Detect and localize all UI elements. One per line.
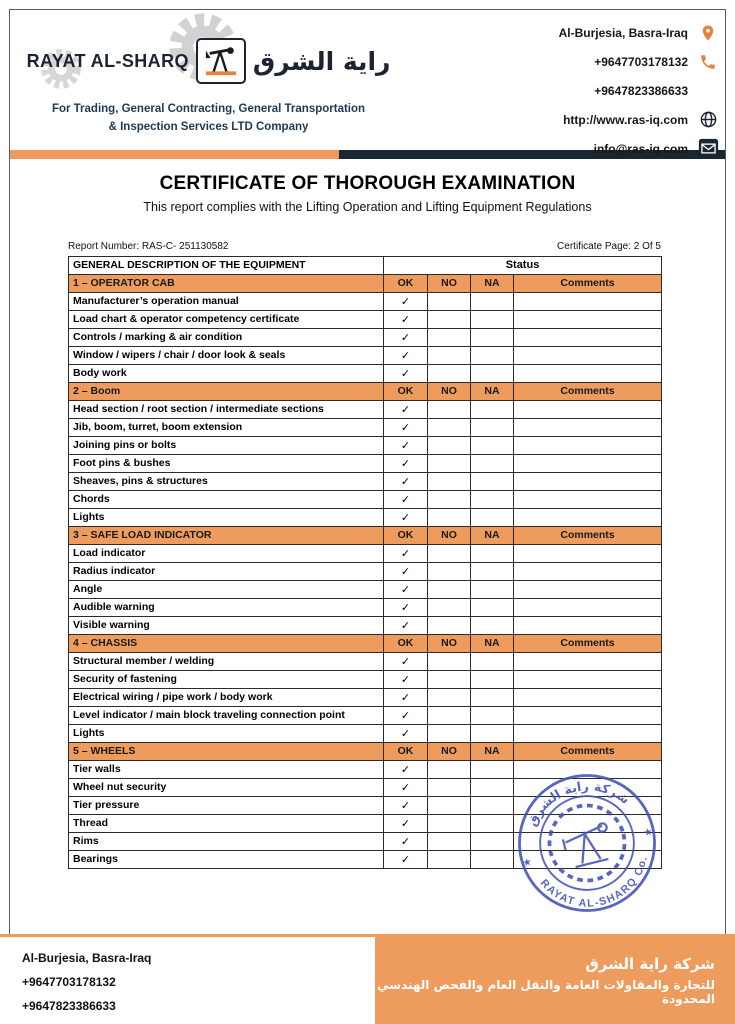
na-cell — [471, 401, 514, 419]
equipment-label: Security of fastening — [69, 671, 384, 689]
equipment-row — [69, 653, 662, 671]
ok-cell: ✓ — [384, 455, 428, 473]
equipment-row — [69, 293, 662, 311]
no-cell — [428, 617, 471, 635]
equipment-row — [69, 401, 662, 419]
equipment-row — [69, 419, 662, 437]
equipment-row — [69, 689, 662, 707]
na-cell — [471, 509, 514, 527]
footer-phone1: +9647703178132 — [22, 975, 116, 989]
phone1-text: +9647703178132 — [594, 54, 688, 69]
section-col-na: NA — [471, 383, 514, 401]
no-cell — [428, 815, 471, 833]
na-cell — [471, 851, 514, 869]
icon-spacer — [697, 80, 719, 102]
no-cell — [428, 347, 471, 365]
comments-cell — [514, 419, 662, 437]
equipment-label: Angle — [69, 581, 384, 599]
equipment-row — [69, 347, 662, 365]
na-cell — [471, 293, 514, 311]
section-col-ok: OK — [384, 743, 428, 761]
section-title: 4 – CHASSIS — [69, 635, 384, 653]
comments-cell — [514, 509, 662, 527]
equipment-label: Tier walls — [69, 761, 384, 779]
equipment-label: Head section / root section / intermediate sections — [69, 401, 384, 419]
no-cell — [428, 833, 471, 851]
equipment-label: Visible warning — [69, 617, 384, 635]
equipment-label: Sheaves, pins & structures — [69, 473, 384, 491]
website-text: http://www.ras-iq.com — [563, 112, 688, 127]
equipment-row — [69, 455, 662, 473]
comments-cell — [514, 563, 662, 581]
equipment-row — [69, 509, 662, 527]
section-header-row — [69, 635, 662, 653]
ok-cell: ✓ — [384, 833, 428, 851]
na-cell — [471, 329, 514, 347]
no-cell — [428, 329, 471, 347]
equipment-label: Load chart & operator competency certificate — [69, 311, 384, 329]
no-cell — [428, 581, 471, 599]
ok-cell: ✓ — [384, 509, 428, 527]
section-col-comments: Comments — [514, 635, 662, 653]
no-cell — [428, 401, 471, 419]
equipment-label: Jib, boom, turret, boom extension — [69, 419, 384, 437]
section-title: 5 – WHEELS — [69, 743, 384, 761]
comments-cell — [514, 671, 662, 689]
ok-cell: ✓ — [384, 653, 428, 671]
equipment-row — [69, 473, 662, 491]
ok-cell: ✓ — [384, 725, 428, 743]
na-cell — [471, 347, 514, 365]
company-logo — [26, 16, 391, 137]
ok-cell: ✓ — [384, 851, 428, 869]
na-cell — [471, 455, 514, 473]
no-cell — [428, 851, 471, 869]
ok-cell: ✓ — [384, 779, 428, 797]
ok-cell: ✓ — [384, 617, 428, 635]
contact-row-phone2 — [459, 76, 719, 105]
no-cell — [428, 761, 471, 779]
contact-row-address — [459, 18, 719, 47]
no-cell — [428, 707, 471, 725]
no-cell — [428, 671, 471, 689]
section-col-comments: Comments — [514, 743, 662, 761]
footer-address: Al-Burjesia, Basra-Iraq — [22, 951, 152, 965]
comments-cell — [514, 545, 662, 563]
footer-phone2: +9647823386633 — [22, 999, 116, 1013]
na-cell — [471, 581, 514, 599]
equipment-label: Level indicator / main block traveling connection point — [69, 707, 384, 725]
comments-cell — [514, 617, 662, 635]
no-cell — [428, 473, 471, 491]
na-cell — [471, 311, 514, 329]
comments-cell — [514, 329, 662, 347]
comments-cell — [514, 437, 662, 455]
tagline-line1: For Trading, General Contracting, General Transportation — [51, 103, 366, 115]
no-cell — [428, 455, 471, 473]
document-subtitle: This report complies with the Lifting Operation and Lifting Equipment Regulations — [143, 200, 592, 214]
na-cell — [471, 761, 514, 779]
contact-info — [459, 18, 719, 163]
email-icon — [697, 138, 719, 160]
na-cell — [471, 419, 514, 437]
ok-cell: ✓ — [384, 419, 428, 437]
equipment-label: Thread — [69, 815, 384, 833]
section-title: 2 – Boom — [69, 383, 384, 401]
ok-cell: ✓ — [384, 689, 428, 707]
equipment-row — [69, 311, 662, 329]
equipment-row — [69, 491, 662, 509]
footer-contact — [0, 937, 375, 1024]
ok-cell: ✓ — [384, 761, 428, 779]
section-col-comments: Comments — [514, 383, 662, 401]
equipment-row — [69, 365, 662, 383]
certificate-page-number: Certificate Page: 2 Of 5 — [557, 241, 661, 252]
page-footer — [0, 934, 735, 1024]
equipment-label: Radius indicator — [69, 563, 384, 581]
report-number: Report Number: RAS-C- 251130582 — [68, 241, 229, 252]
na-cell — [471, 599, 514, 617]
equipment-row — [69, 545, 662, 563]
company-tagline — [36, 100, 381, 137]
no-cell — [428, 797, 471, 815]
table-header-row — [69, 257, 662, 275]
section-col-ok: OK — [384, 527, 428, 545]
equipment-label: Rims — [69, 833, 384, 851]
comments-cell — [514, 401, 662, 419]
ok-cell: ✓ — [384, 581, 428, 599]
section-col-no: NO — [428, 383, 471, 401]
equipment-label: Lights — [69, 725, 384, 743]
description-column-header: GENERAL DESCRIPTION OF THE EQUIPMENT — [69, 257, 384, 275]
ok-cell: ✓ — [384, 401, 428, 419]
section-col-no: NO — [428, 527, 471, 545]
ok-cell: ✓ — [384, 545, 428, 563]
na-cell — [471, 545, 514, 563]
stamp-star-right: ★ — [642, 826, 654, 840]
section-col-ok: OK — [384, 275, 428, 293]
comments-cell — [514, 293, 662, 311]
comments-cell — [514, 581, 662, 599]
section-col-no: NO — [428, 743, 471, 761]
section-header-row — [69, 275, 662, 293]
stamp-star-left: ★ — [521, 856, 534, 870]
address-text: Al-Burjesia, Basra-Iraq — [558, 25, 688, 40]
section-header-row — [69, 383, 662, 401]
equipment-row — [69, 599, 662, 617]
na-cell — [471, 437, 514, 455]
section-title: 3 – SAFE LOAD INDICATOR — [69, 527, 384, 545]
no-cell — [428, 545, 471, 563]
equipment-label: Foot pins & bushes — [69, 455, 384, 473]
no-cell — [428, 599, 471, 617]
section-title: 1 – OPERATOR CAB — [69, 275, 384, 293]
section-col-no: NO — [428, 275, 471, 293]
na-cell — [471, 617, 514, 635]
equipment-label: Load indicator — [69, 545, 384, 563]
comments-cell — [514, 347, 662, 365]
document-title: CERTIFICATE OF THOROUGH EXAMINATION — [159, 173, 576, 194]
comments-cell — [514, 653, 662, 671]
contact-row-email — [459, 134, 719, 163]
no-cell — [428, 509, 471, 527]
equipment-label: Tier pressure — [69, 797, 384, 815]
section-col-ok: OK — [384, 635, 428, 653]
na-cell — [471, 671, 514, 689]
equipment-label: Chords — [69, 491, 384, 509]
ok-cell: ✓ — [384, 671, 428, 689]
section-header-row — [69, 527, 662, 545]
no-cell — [428, 653, 471, 671]
ok-cell: ✓ — [384, 311, 428, 329]
section-col-ok: OK — [384, 383, 428, 401]
ok-cell: ✓ — [384, 365, 428, 383]
footer-company-arabic — [375, 937, 735, 1024]
section-col-na: NA — [471, 275, 514, 293]
equipment-row — [69, 671, 662, 689]
section-col-comments: Comments — [514, 275, 662, 293]
globe-icon — [697, 109, 719, 131]
comments-cell — [514, 365, 662, 383]
na-cell — [471, 491, 514, 509]
stamp-english-text: RAYAT AL-SHARQ Co. — [537, 854, 651, 910]
ok-cell: ✓ — [384, 329, 428, 347]
contact-row-website — [459, 105, 719, 134]
ok-cell: ✓ — [384, 293, 428, 311]
equipment-row — [69, 437, 662, 455]
comments-cell — [514, 707, 662, 725]
comments-cell — [514, 599, 662, 617]
na-cell — [471, 563, 514, 581]
equipment-label: Bearings — [69, 851, 384, 869]
equipment-row — [69, 725, 662, 743]
na-cell — [471, 365, 514, 383]
no-cell — [428, 689, 471, 707]
footer-company-desc-ar: للتجارة والمقاولات العامة والنقل العام والفحص الهندسي المحدودة — [377, 977, 715, 1006]
equipment-label: Manufacturer’s operation manual — [69, 293, 384, 311]
ok-cell: ✓ — [384, 599, 428, 617]
na-cell — [471, 473, 514, 491]
ok-cell: ✓ — [384, 797, 428, 815]
comments-cell — [514, 311, 662, 329]
no-cell — [428, 725, 471, 743]
equipment-label: Controls / marking & air condition — [69, 329, 384, 347]
equipment-label: Wheel nut security — [69, 779, 384, 797]
na-cell — [471, 653, 514, 671]
comments-cell — [514, 473, 662, 491]
na-cell — [471, 707, 514, 725]
equipment-label: Window / wipers / chair / door look & seals — [69, 347, 384, 365]
contact-row-phone1 — [459, 47, 719, 76]
equipment-row — [69, 617, 662, 635]
stamp-arabic-text: شركة راية الشرق — [524, 778, 633, 829]
section-col-na: NA — [471, 527, 514, 545]
equipment-label: Lights — [69, 509, 384, 527]
pumpjack-icon — [196, 38, 246, 84]
section-col-no: NO — [428, 635, 471, 653]
no-cell — [428, 311, 471, 329]
comments-cell — [514, 725, 662, 743]
ok-cell: ✓ — [384, 473, 428, 491]
na-cell — [471, 725, 514, 743]
equipment-label: Body work — [69, 365, 384, 383]
location-pin-icon — [697, 22, 719, 44]
no-cell — [428, 779, 471, 797]
logo-text-arabic: راية الشرق — [252, 46, 391, 76]
no-cell — [428, 563, 471, 581]
no-cell — [428, 491, 471, 509]
comments-cell — [514, 491, 662, 509]
no-cell — [428, 293, 471, 311]
equipment-row — [69, 329, 662, 347]
equipment-label: Joining pins or bolts — [69, 437, 384, 455]
ok-cell: ✓ — [384, 437, 428, 455]
no-cell — [428, 437, 471, 455]
stamp-pumpjack-icon — [561, 822, 614, 868]
footer-company-name-ar: شركة راية الشرق — [585, 955, 715, 973]
phone-icon — [697, 51, 719, 73]
section-col-na: NA — [471, 635, 514, 653]
report-meta — [68, 241, 661, 252]
ok-cell: ✓ — [384, 707, 428, 725]
equipment-row — [69, 563, 662, 581]
no-cell — [428, 365, 471, 383]
equipment-row — [69, 707, 662, 725]
comments-cell — [514, 689, 662, 707]
equipment-label: Structural member / welding — [69, 653, 384, 671]
section-col-comments: Comments — [514, 527, 662, 545]
ok-cell: ✓ — [384, 563, 428, 581]
ok-cell: ✓ — [384, 491, 428, 509]
email-text: info@ras-iq.com — [593, 141, 688, 156]
no-cell — [428, 419, 471, 437]
equipment-label: Electrical wiring / pipe work / body work — [69, 689, 384, 707]
section-header-row — [69, 743, 662, 761]
ok-cell: ✓ — [384, 815, 428, 833]
na-cell — [471, 689, 514, 707]
ok-cell: ✓ — [384, 347, 428, 365]
equipment-label: Audible warning — [69, 599, 384, 617]
logo-text-english: RAYAT AL-SHARQ — [26, 50, 189, 71]
comments-cell — [514, 455, 662, 473]
section-col-na: NA — [471, 743, 514, 761]
status-column-header: Status — [384, 257, 662, 275]
tagline-line2: & Inspection Services LTD Company — [108, 121, 309, 134]
equipment-row — [69, 581, 662, 599]
phone2-text: +9647823386633 — [594, 83, 688, 98]
